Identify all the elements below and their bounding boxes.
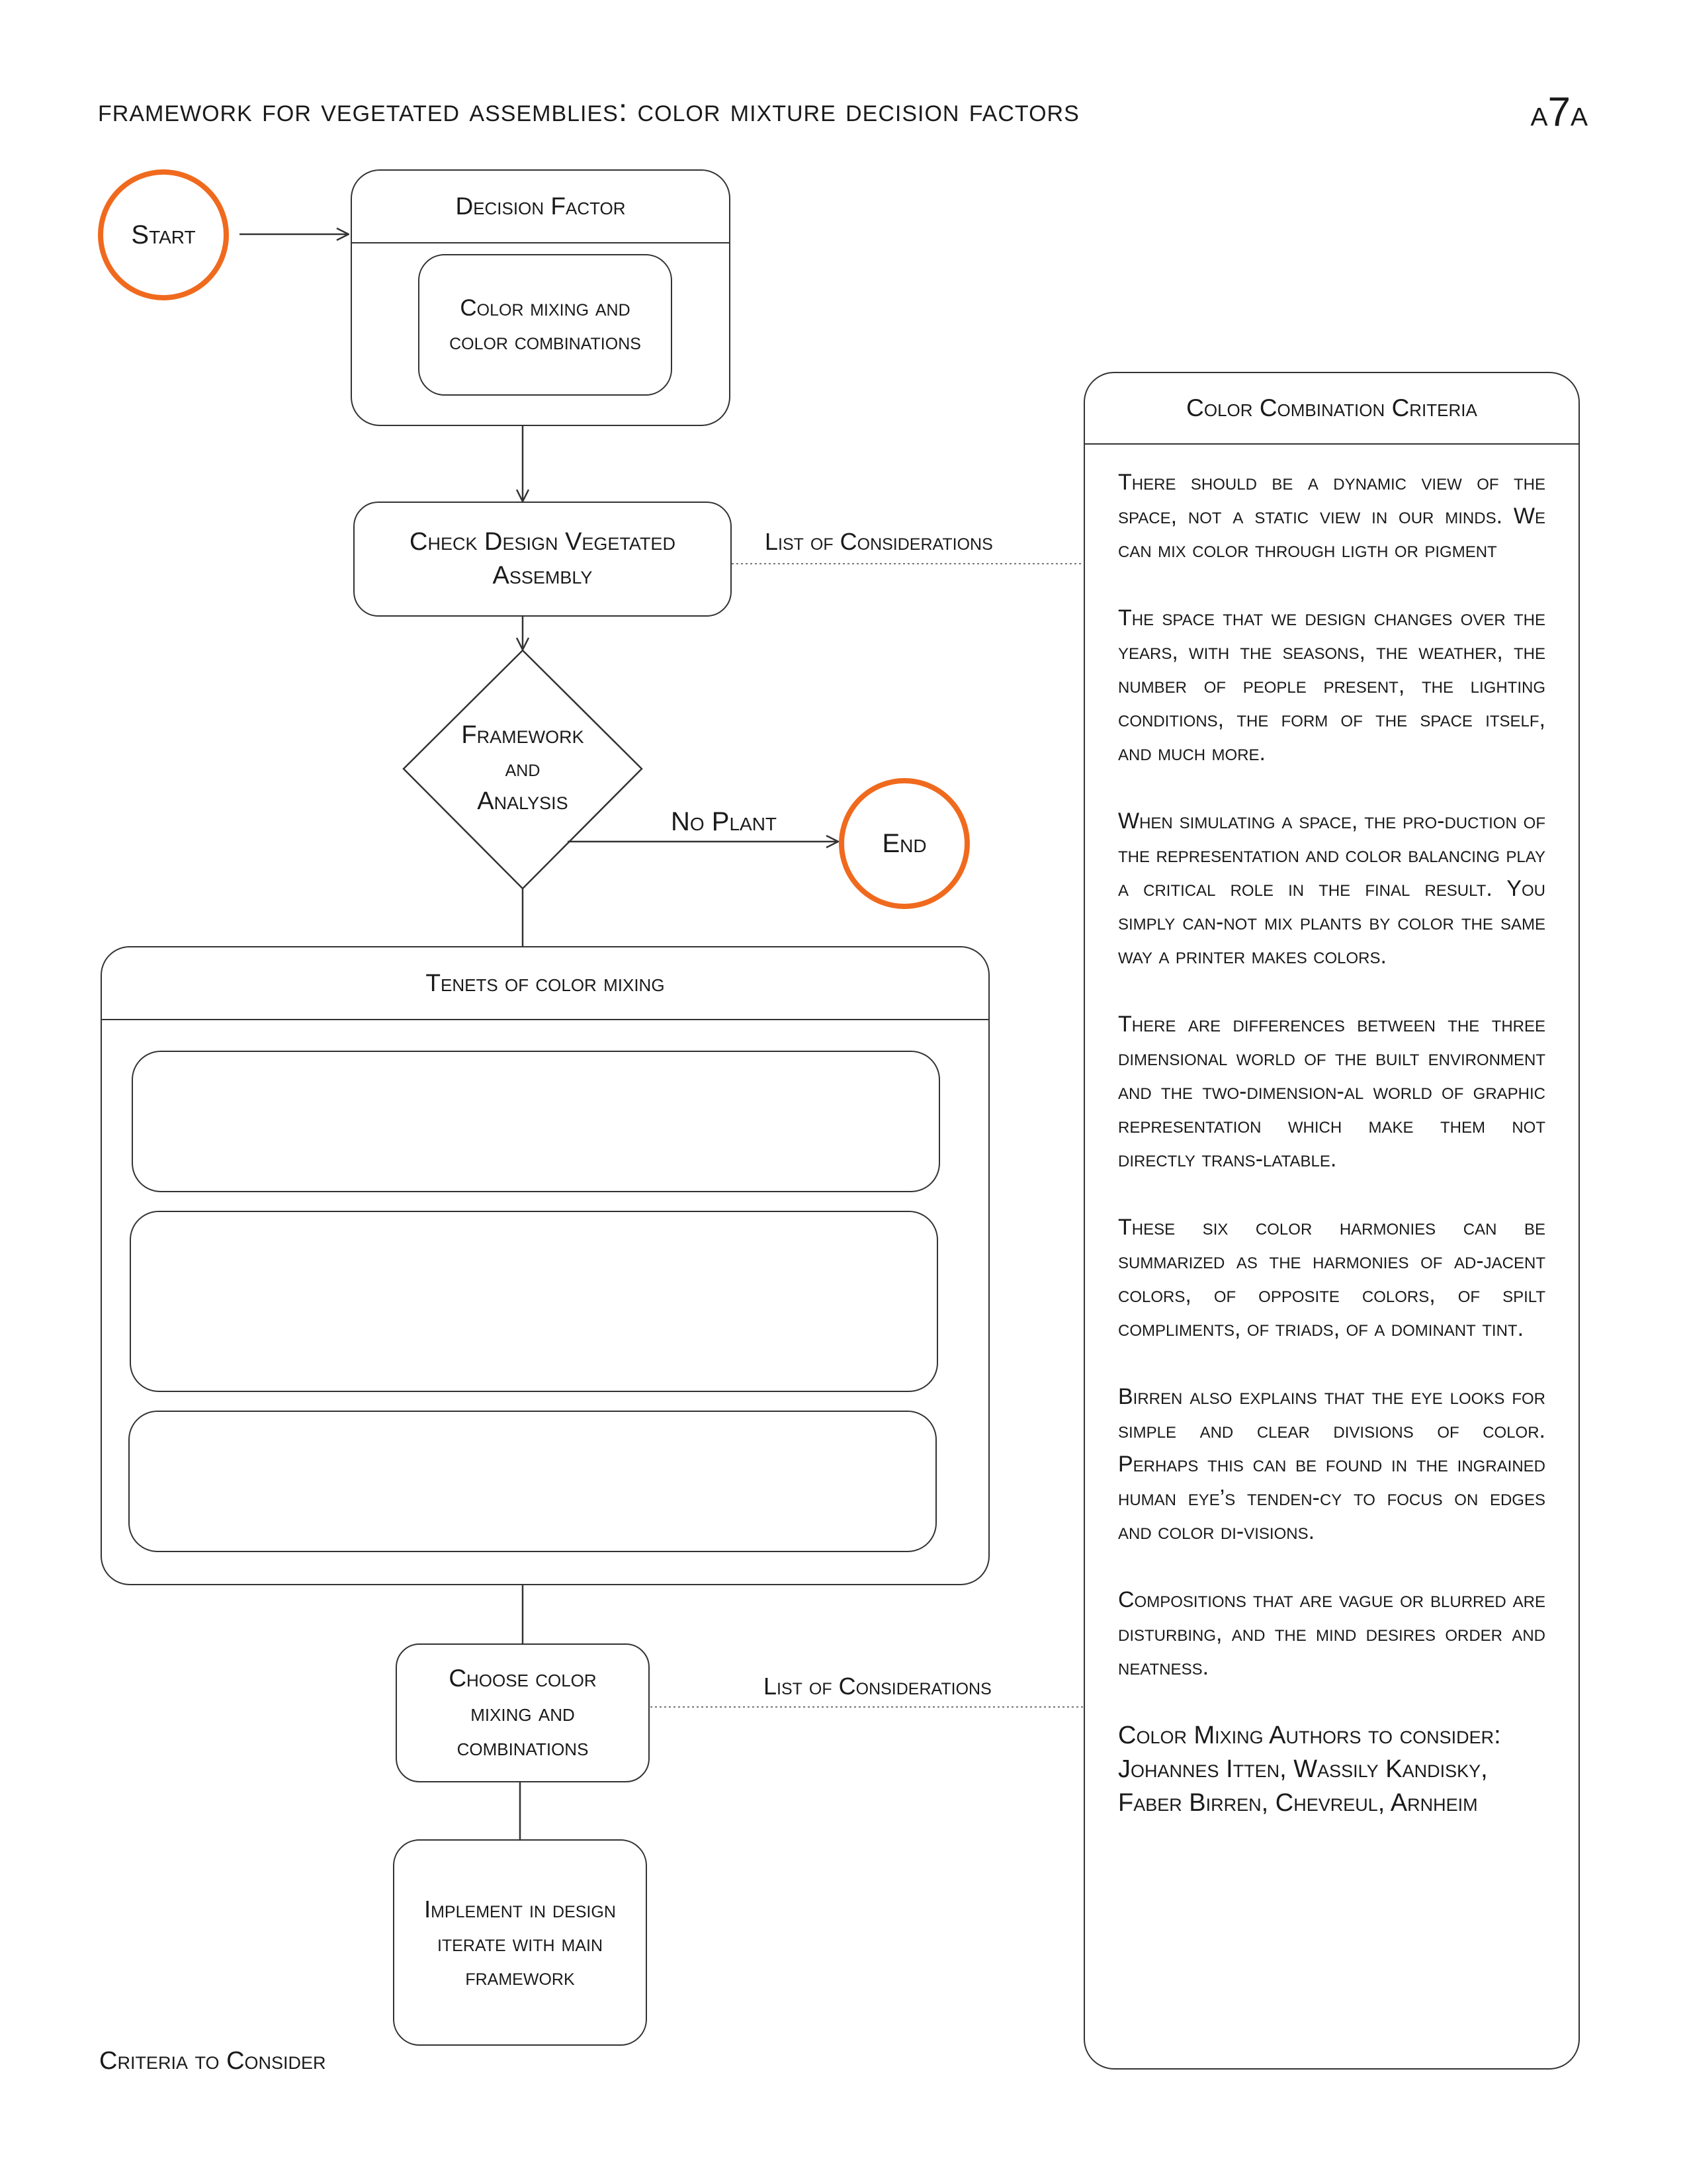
no-plant-label: No Plant <box>671 807 777 836</box>
decision-factor-title: Decision Factor <box>352 171 729 243</box>
criteria-text <box>1118 466 1545 1820</box>
framework-analysis-text <box>423 719 622 818</box>
framework-line3: Analysis <box>477 787 568 815</box>
page-code-number: 7 <box>1547 89 1571 135</box>
page-code-prefix: a <box>1530 92 1548 134</box>
authors-heading: Color Mixing Authors to consider: <box>1118 1722 1501 1749</box>
criteria-panel <box>1084 372 1580 2070</box>
authors-list: Johannes Itten, Wassily Kandisky, Faber Birren, Chevreul, Arnheim <box>1118 1755 1488 1817</box>
tenet-slot-2 <box>130 1211 938 1392</box>
criteria-panel-title: Color Combination Criteria <box>1085 373 1579 445</box>
criteria-paragraph-6: Birren also explains that the eye looks for simple and clear divisions of color. Perhaps this can be found in the ingrained human eye’s tenden-cy to focus on edges and color di-visions. <box>1118 1384 1545 1544</box>
tenets-title: Tenets of color mixing <box>102 947 988 1020</box>
end-label: End <box>882 828 927 858</box>
page-title: framework for vegetated assemblies: color mixture decision factors <box>98 93 1080 128</box>
choose-text: Choose color mixing and combinations <box>449 1665 597 1761</box>
framework-line1: Framework <box>461 721 584 749</box>
tenet-slot-1 <box>132 1051 940 1192</box>
criteria-paragraph-2: The space that we design changes over the years, with the seasons, the weather, the number of people present, the lighting conditions, the form of the space itself, and much more. <box>1118 605 1545 765</box>
footer-caption: Criteria to Consider <box>99 2047 326 2075</box>
implement-line2: iterate with main framework <box>437 1929 603 1990</box>
tenet-slot-3 <box>128 1411 937 1552</box>
check-design-text: Check Design Vegetated Assembly <box>410 528 675 590</box>
criteria-paragraph-4: There are differences between the three dimensional world of the built environment and the two-dimension-al world of graphic representation which make them not directly trans-latable. <box>1118 1012 1545 1172</box>
list-considerations-label-1: List of Considerations <box>765 528 993 555</box>
decision-factor-box <box>351 169 730 426</box>
criteria-paragraph-5: These six color harmonies can be summarized as the harmonies of ad-jacent colors, of opposite colors, of spilt compliments, of triads, of a dominant tint. <box>1118 1215 1545 1341</box>
list-considerations-label-2: List of Considerations <box>763 1673 992 1700</box>
implement-line1: Implement in design <box>424 1895 616 1923</box>
criteria-paragraph-7: Compositions that are vague or blurred are disturbing, and the mind desires order and neatness. <box>1118 1587 1545 1680</box>
decision-factor-item <box>418 254 672 396</box>
choose-box <box>396 1643 650 1782</box>
start-label: Start <box>131 220 196 249</box>
criteria-paragraph-3: When simulating a space, the pro-duction of the representation and color balancing play a critical role in the final result. You simply can-not mix plants by color the same way a printer makes colors. <box>1118 808 1546 969</box>
start-node <box>98 169 229 300</box>
criteria-paragraph-1: There should be a dynamic view of the space, not a static view in our minds. We can mix color through ligth or pigment <box>1118 470 1545 562</box>
page-code-suffix: a <box>1570 92 1588 134</box>
implement-box <box>393 1839 647 2046</box>
check-design-box <box>353 502 732 617</box>
end-node <box>839 778 970 909</box>
tenets-box <box>101 946 990 1585</box>
decision-factor-item-text: Color mixing and color combinations <box>449 295 641 355</box>
framework-line2: and <box>505 754 541 781</box>
